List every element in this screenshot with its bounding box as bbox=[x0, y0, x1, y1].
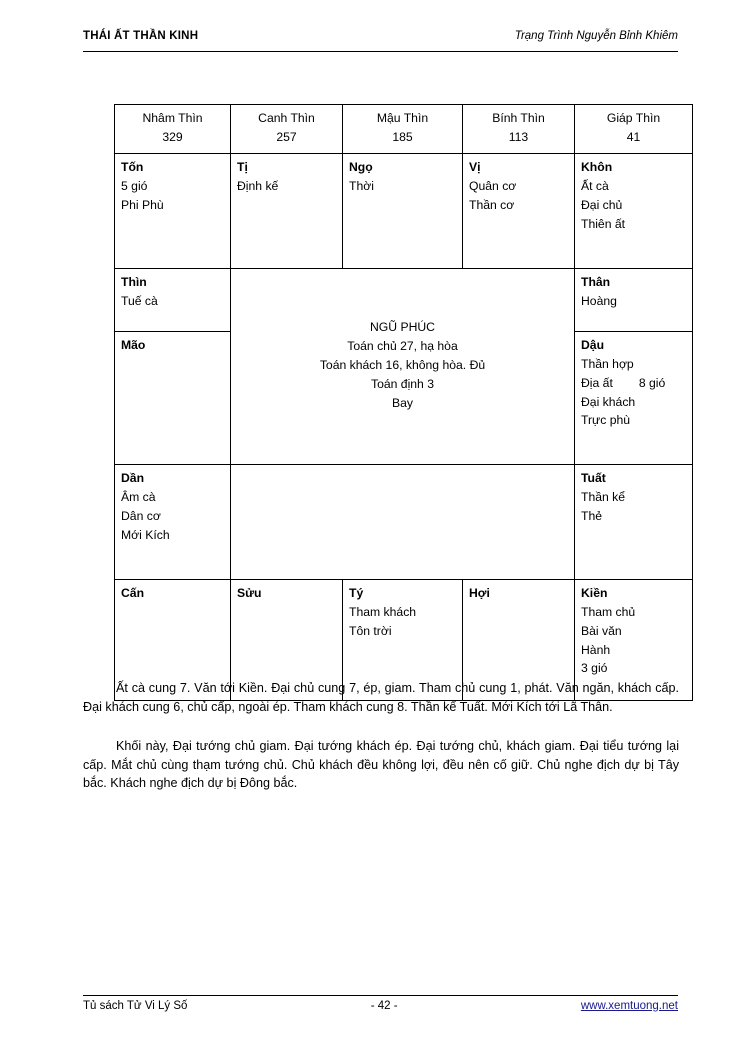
palace-line-ty-0: Tham khách bbox=[349, 604, 417, 619]
palace-line-kien-3: 3 gió bbox=[581, 661, 608, 676]
palace-line-ti-0: Định kế bbox=[237, 178, 279, 193]
palace-title-can: Cấn bbox=[121, 585, 145, 600]
center-line-0: NGŨ PHÚC bbox=[369, 320, 435, 335]
palace-line-vi-1: Thần cơ bbox=[469, 197, 515, 212]
body-paragraph-1-container bbox=[83, 679, 679, 716]
palace-title-ti: Tị bbox=[237, 159, 248, 174]
grid-cell-vi bbox=[463, 153, 575, 268]
palace-line-ton-1: Phi Phù bbox=[121, 197, 164, 212]
grid-cell-head-4 bbox=[575, 105, 693, 154]
palace-line-dau-1: Đại khách bbox=[581, 394, 636, 409]
body-paragraph-2-container bbox=[83, 737, 679, 793]
palace-title-dan: Dần bbox=[121, 470, 145, 485]
head-name-3: Bính Thìn bbox=[492, 111, 545, 125]
head-number-0: 329 bbox=[162, 129, 183, 144]
palace-line-thin-0: Tuế cà bbox=[121, 293, 158, 308]
grid-cell-khon bbox=[575, 153, 693, 268]
head-number-2: 185 bbox=[392, 129, 413, 144]
page-header bbox=[83, 30, 678, 42]
grid-cell-ngo bbox=[343, 153, 463, 268]
palace-line-ngo-0: Thời bbox=[349, 178, 374, 193]
palace-title-tuat: Tuất bbox=[581, 470, 606, 485]
palace-title-thin: Thìn bbox=[121, 274, 147, 289]
grid-cell-head-2 bbox=[343, 105, 463, 154]
grid-cell-than bbox=[575, 268, 693, 331]
footer-divider bbox=[83, 995, 678, 996]
page-footer bbox=[83, 1000, 678, 1012]
grid-cell-thin bbox=[115, 268, 231, 331]
palace-line-ton-0: 5 gió bbox=[121, 178, 148, 193]
grid-cell-dau bbox=[575, 331, 693, 464]
palace-title-suu: Sửu bbox=[237, 585, 262, 600]
palace-line-khon-2: Thiên ất bbox=[581, 216, 626, 231]
table-row-heads bbox=[115, 105, 693, 154]
palace-line-dau-0: Thần hợp bbox=[581, 356, 634, 371]
head-name-1: Canh Thìn bbox=[258, 111, 315, 125]
grid-cell-head-3 bbox=[463, 105, 575, 154]
footer-left: Tủ sách Tử Vi Lý Số bbox=[83, 1000, 188, 1012]
divination-grid bbox=[114, 104, 693, 701]
body-paragraph-1: Ất cà cung 7. Văn tới Kiền. Đại chủ cung 7, ép, giam. Tham chủ cung 1, phát. Văn ngăn, khách cấp. Đại khách cung 6, chủ cấp, ngoài ép. Tham khách cung 8. Thần kể Tuất. Mới Kích tới Lã Thân. bbox=[83, 681, 679, 714]
grid-cell-ton bbox=[115, 153, 231, 268]
palace-line-tuat-1: Thẻ bbox=[581, 508, 603, 523]
grid-cell-dan bbox=[115, 464, 231, 579]
palace-line-kien-0: Tham chủ bbox=[581, 604, 636, 619]
palace-title-mao: Mão bbox=[121, 337, 146, 352]
palace-title-ton: Tốn bbox=[121, 159, 144, 174]
palace-title-hoi: Hợi bbox=[469, 585, 490, 600]
head-number-1: 257 bbox=[276, 129, 297, 144]
palace-title-dau: Dậu bbox=[581, 337, 605, 352]
head-name-0: Nhâm Thìn bbox=[142, 111, 203, 125]
palace-line-kien-2: Hành bbox=[581, 642, 611, 657]
grid-cell-tuat bbox=[575, 464, 693, 579]
palace-line-ty-1: Tôn trời bbox=[349, 623, 392, 638]
head-name-4: Giáp Thìn bbox=[606, 111, 661, 125]
footer-page-number: - 42 - bbox=[370, 1000, 398, 1012]
dia-at-value: 8 gió bbox=[638, 375, 666, 390]
palace-line-dan-0: Âm cà bbox=[121, 489, 156, 504]
grid-cell-ti bbox=[231, 153, 343, 268]
head-number-3: 113 bbox=[508, 129, 529, 144]
body-paragraph-2: Khối này, Đại tướng chủ giam. Đại tướng khách ép. Đại tướng chủ, khách giam. Đại tiểu tướng lại cấp. Mắt chủ cùng thạm tướng chủ. Chủ khách đều không lợi, đều nên cố giữ. Chủ nghe địch dự bị Tây bắc. Khách nghe địch dự bị Đông bắc. bbox=[83, 739, 679, 791]
head-name-2: Mậu Thìn bbox=[376, 111, 429, 125]
grid-cell-head-0 bbox=[115, 105, 231, 154]
grid-cell-head-1 bbox=[231, 105, 343, 154]
header-title-right: Trạng Trình Nguyễn Bỉnh Khiêm bbox=[514, 30, 678, 42]
table-row-dan-tuat bbox=[115, 464, 693, 579]
center-line-2: Toán khách 16, không hòa. Đủ bbox=[319, 357, 486, 372]
grid-cell-mao bbox=[115, 331, 231, 464]
header-divider bbox=[83, 51, 678, 52]
palace-title-than: Thân bbox=[581, 274, 611, 289]
palace-line-dan-2: Mới Kích bbox=[121, 527, 170, 542]
palace-line-vi-0: Quân cơ bbox=[469, 178, 517, 193]
table-row-thin-than bbox=[115, 268, 693, 331]
palace-line-khon-0: Ất cà bbox=[581, 178, 609, 193]
center-line-4: Bay bbox=[391, 395, 413, 410]
palace-line-khon-1: Đại chủ bbox=[581, 197, 623, 212]
palace-line-dan-1: Dân cơ bbox=[121, 508, 161, 523]
center-line-3: Toán định 3 bbox=[370, 376, 435, 391]
palace-line-kien-1: Bài văn bbox=[581, 623, 622, 638]
header-title-left: THÁI ẤT THẦN KINH bbox=[83, 30, 199, 42]
palace-title-kien: Kiền bbox=[581, 585, 608, 600]
palace-title-ngo: Ngọ bbox=[349, 159, 373, 174]
palace-line-than-0: Hoàng bbox=[581, 293, 617, 308]
palace-title-khon: Khôn bbox=[581, 159, 613, 174]
dia-at-label: Địa ất bbox=[581, 375, 613, 390]
grid-cell-center-block bbox=[231, 268, 575, 464]
head-number-4: 41 bbox=[626, 129, 641, 144]
palace-title-ty: Tý bbox=[349, 585, 364, 600]
palace-title-vi: Vị bbox=[469, 159, 481, 174]
palace-line-dau-2: Trực phù bbox=[581, 413, 631, 428]
palace-line-tuat-0: Thần kể bbox=[581, 489, 626, 504]
footer-website-link[interactable]: www.xemtuong.net bbox=[580, 1000, 678, 1012]
table-row-palaces-top bbox=[115, 153, 693, 268]
palace-line-dau-dia-at bbox=[581, 374, 686, 393]
grid-cell-center-blank bbox=[231, 464, 575, 579]
center-line-1: Toán chủ 27, hạ hòa bbox=[347, 338, 458, 353]
